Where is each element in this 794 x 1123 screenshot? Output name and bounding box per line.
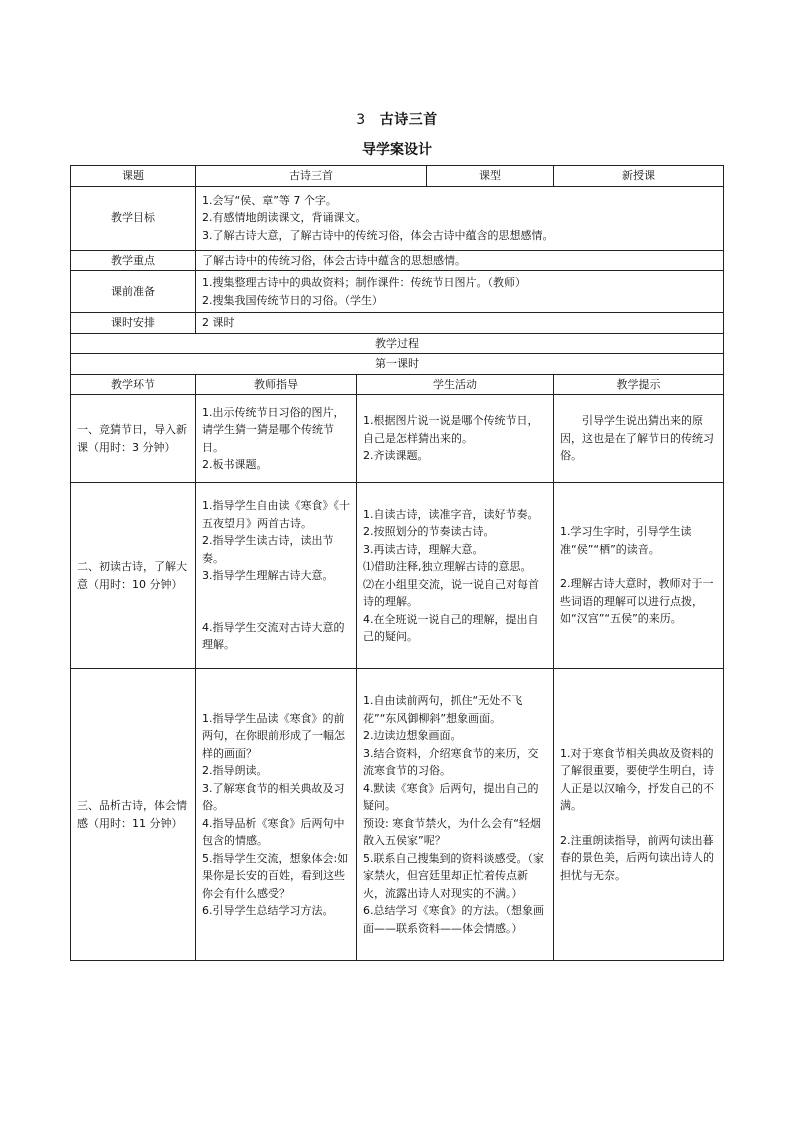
tips-cell: [554, 395, 724, 483]
teacher-item: 2.指导朗读。: [202, 764, 268, 777]
student-item: ⑴借助注释,独立理解古诗的意思。: [363, 560, 532, 573]
teacher-cell: [196, 669, 357, 961]
student-item: 6.总结学习《寒食》的方法。（想象画面——联系资料——体会情感。）: [363, 904, 544, 935]
teacher-cell: [196, 395, 357, 483]
stage-cell: 一、竞猜节日，导入新课（用时：3 分钟）: [71, 395, 196, 483]
schedule-label: 课时安排: [71, 313, 196, 334]
process-header-row: [71, 374, 724, 395]
header-tips: 教学提示: [554, 374, 724, 395]
student-item: 4.默读《寒食》后两句，提出自己的疑问。: [363, 781, 539, 812]
student-item: 5.联系自己搜集到的资料谈感受。（家家禁火，但宫廷里却正忙着传点新火，流露出诗人对现实的不满。）: [363, 851, 544, 900]
teacher-item: 2.板书课题。: [202, 458, 268, 471]
type-label: 课型: [427, 166, 554, 187]
prep-item: 1.搜集整理古诗中的典故资料；制作课件：传统节日图片。（教师）: [202, 276, 526, 289]
student-item: 2.边读边想象画面。: [363, 729, 462, 742]
tip-item: 1.对于寒食节相关典故及资料的了解很重要，要使学生明白，诗人正是以汉喻今，抒发自己的不满。: [560, 746, 714, 813]
student-cell: [357, 483, 554, 669]
student-item: 3.结合资料，介绍寒食节的来历，交流寒食节的习俗。: [363, 746, 539, 777]
student-item: 4.在全班说一说自己的理解，提出自己的疑问。: [363, 612, 539, 643]
stage-cell: 二、初读古诗，了解大意（用时：10 分钟）: [71, 483, 196, 669]
lesson-number: 3: [356, 112, 366, 128]
tips-cell: [554, 483, 724, 669]
goals-label: 教学目标: [71, 186, 196, 250]
section-title-row: [71, 333, 724, 354]
teacher-item: 1.指导学生自由读《寒食》《十五夜望月》两首古诗。: [202, 499, 350, 530]
student-item: ⑵在小组里交流，说一说自己对每首诗的理解。: [363, 577, 539, 608]
lesson-name: 古诗三首: [379, 112, 438, 128]
teacher-item: 6.引导学生总结学习方法。: [202, 904, 334, 917]
prep-label: 课前准备: [71, 271, 196, 313]
tip-item: 引导学生说出猜出来的原因，这也是在了解节日的传统习俗。: [560, 414, 714, 463]
header-student: 学生活动: [357, 374, 554, 395]
prep-item: 2.搜集我国传统节日的习俗。（学生）: [202, 293, 383, 307]
goal-item: 1.会写“侯、章”等 7 个字。: [202, 193, 337, 207]
topic-row: [71, 166, 724, 187]
process-row: [71, 483, 724, 669]
student-item: 2.齐读课题。: [363, 449, 429, 463]
student-cell: [357, 395, 554, 483]
goal-item: 2.有感情地朗读课文，背诵课文。: [202, 211, 367, 225]
goals-list: [196, 186, 724, 250]
student-item: 1.自读古诗，读准字音，读好节奏。: [363, 507, 539, 521]
teacher-item: 4.指导品析《寒食》后两句中包含的情感。: [202, 816, 345, 847]
student-cell: [357, 669, 554, 961]
teacher-item: 4.指导学生交流对古诗大意的理解。: [202, 620, 345, 652]
teacher-item: 2.指导学生读古诗，读出节奏。: [202, 534, 334, 565]
student-item: 1.根据图片说一说是哪个传统节日，自己是怎样猜出来的。: [363, 414, 539, 445]
teacher-cell: [196, 483, 357, 669]
topic-value: 古诗三首: [196, 166, 427, 187]
header-stage: 教学环节: [71, 374, 196, 395]
student-item: 3.再读古诗，理解大意。: [363, 542, 484, 556]
prep-row: [71, 271, 724, 313]
tip-item: 2.注重朗读指导，前两句读出暮春的景色美，后两句读出诗人的担忧与无奈。: [560, 833, 714, 882]
teacher-item: 3.指导学生理解古诗大意。: [202, 569, 334, 583]
period-title: 第一课时: [71, 354, 724, 375]
process-row: [71, 395, 724, 483]
stage-cell: 三、品析古诗，体会情感（用时：11 分钟）: [71, 669, 196, 961]
teacher-item: 1.出示传统节日习俗的图片，请学生猜一猜是哪个传统节日。: [202, 405, 345, 454]
header-teacher: 教师指导: [196, 374, 357, 395]
tips-cell: [554, 669, 724, 961]
schedule-value: 2 课时: [196, 313, 724, 334]
focus-row: [71, 250, 724, 271]
tip-item: 1.学习生字时，引导学生读准“侯”“栖”的读音。: [560, 525, 692, 556]
lesson-plan-table: [70, 165, 724, 961]
topic-label: 课题: [71, 166, 196, 187]
teacher-item: 3.了解寒食节的相关典故及习俗。: [202, 781, 345, 812]
student-item: 预设: 寒食节禁火，为什么会有“轻烟散入五侯家”呢？: [363, 816, 541, 847]
period-title-row: [71, 354, 724, 375]
teacher-item: 5.指导学生交流，想象体会:如果你是长安的百姓，看到这些你会有什么感受？: [202, 851, 349, 900]
tip-item: 2.理解古诗大意时，教师对于一些词语的理解可以进行点拨，如“汉宫”“五侯”的来历。: [560, 577, 714, 626]
lesson-title: [0, 109, 794, 129]
focus-label: 教学重点: [71, 250, 196, 271]
prep-list: [196, 271, 724, 313]
schedule-row: [71, 313, 724, 334]
goals-row: [71, 186, 724, 250]
section-title: 教学过程: [71, 333, 724, 354]
document-title: 导学案设计: [362, 142, 432, 158]
process-row: [71, 669, 724, 961]
teacher-item: 1.指导学生品读《寒食》的前两句，在你眼前形成了一幅怎样的画面？: [202, 711, 345, 760]
type-value: 新授课: [554, 166, 724, 187]
goal-item: 3.了解古诗大意，了解古诗中的传统习俗，体会古诗中蕴含的思想感情。: [202, 228, 554, 242]
student-item: 1.自由读前两句，抓住“无处不飞花”“东风御柳斜”想象画面。: [363, 694, 523, 725]
focus-value: 了解古诗中的传统习俗，体会古诗中蕴含的思想感情。: [196, 250, 724, 271]
student-item: 2.按照划分的节奏读古诗。: [363, 525, 495, 538]
